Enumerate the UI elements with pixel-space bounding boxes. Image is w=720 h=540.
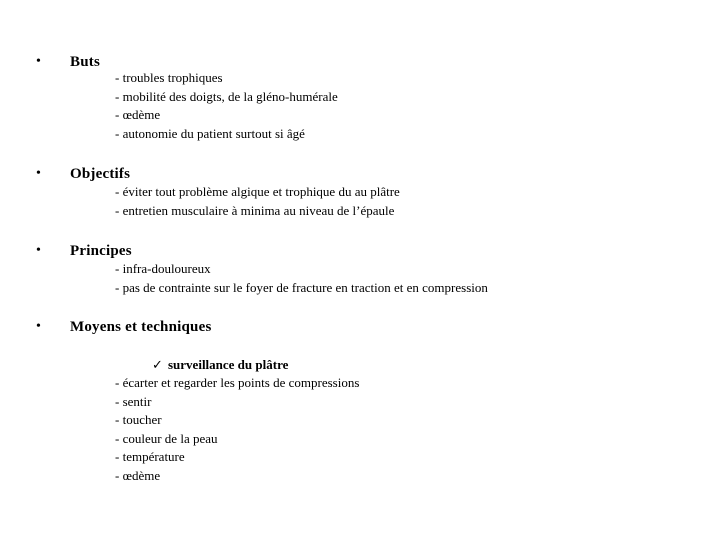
list-item: - toucher: [115, 412, 162, 428]
heading-objectifs: Objectifs: [70, 166, 131, 182]
list-item: - œdème: [115, 467, 161, 483]
checkmark-icon: ✓: [152, 357, 163, 372]
list-item: - température: [115, 449, 185, 465]
list-item: - couleur de la peau: [115, 430, 218, 446]
list-item: - infra-douloureux: [115, 261, 211, 276]
list-item: - mobilité des doigts, de la gléno-humérale: [115, 88, 338, 104]
bullet-icon: •: [36, 166, 41, 181]
list-objectifs: [115, 183, 400, 220]
bullet-icon: •: [36, 319, 41, 334]
list-item: - troubles trophiques: [115, 70, 223, 85]
check-label: surveillance du plâtre: [168, 357, 289, 372]
heading-moyens: Moyens et techniques: [70, 319, 212, 335]
list-item: - autonomie du patient surtout si âgé: [115, 125, 305, 141]
bullet-icon: •: [36, 243, 41, 258]
list-item: - éviter tout problème algique et trophique du au plâtre: [115, 184, 400, 199]
list-item: - sentir: [115, 393, 152, 409]
list-item: - pas de contrainte sur le foyer de fracture en traction et en compression: [115, 279, 488, 295]
list-item: - entretien musculaire à minima au niveau de l’épaule: [115, 202, 395, 218]
heading-buts: Buts: [70, 54, 100, 70]
checked-subheading: [152, 356, 288, 374]
bullet-icon: •: [36, 54, 41, 69]
list-item: - œdème: [115, 107, 161, 123]
list-item: - écarter et regarder les points de compressions: [115, 375, 360, 390]
list-moyens: [115, 374, 359, 486]
list-buts: [115, 69, 338, 143]
list-principes: [115, 260, 488, 297]
heading-principes: Principes: [70, 243, 132, 259]
